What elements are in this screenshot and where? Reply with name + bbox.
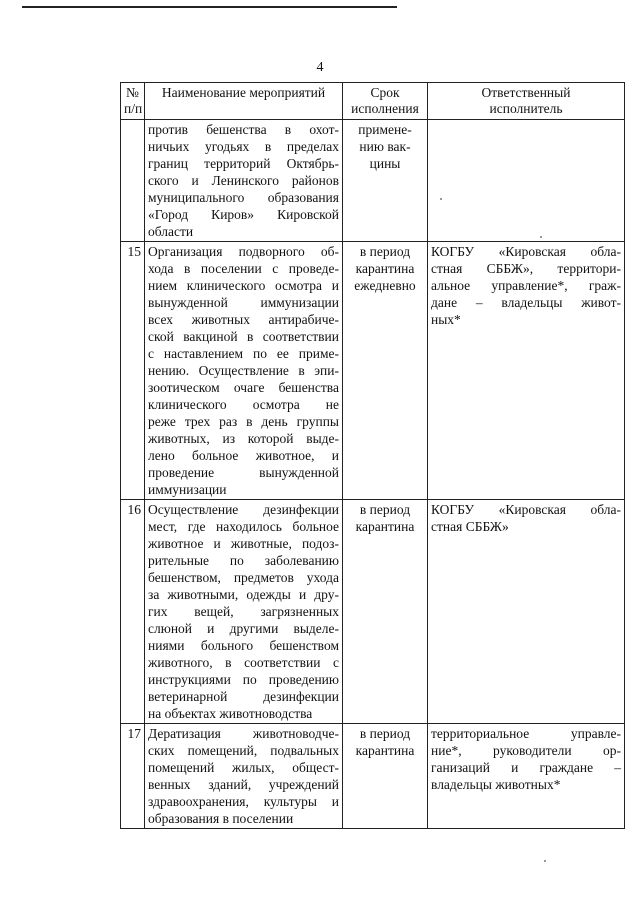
header-term-line: исполнения (351, 101, 419, 116)
header-term-line: Срок (370, 85, 400, 100)
measure-name-line: лено больное животное, и (148, 448, 339, 463)
measure-name-line: против бешенства в охот- (148, 122, 339, 137)
measure-name-line: муниципального образования (148, 190, 339, 205)
measure-term (343, 500, 428, 724)
measure-term-line: примене- (358, 122, 412, 137)
measure-name-line: реже трех раз в день группы (148, 414, 339, 429)
measure-responsible-line: дане – владельцы живот- (431, 295, 621, 310)
table-header-row (121, 83, 625, 120)
measure-name-line: проведение вынужденной (148, 465, 339, 480)
measure-term-line: нию вак- (359, 139, 411, 154)
measure-name-line: границ территорий Октябрь- (148, 156, 339, 171)
measure-term-line: карантина (355, 519, 415, 534)
table-row (121, 242, 625, 500)
measure-name-line: области (148, 224, 194, 239)
measure-name-line: нием клинического осмотра и (148, 278, 339, 293)
measure-name-line: инструкциями по проведению (148, 672, 339, 687)
measure-name-line: рительные по заболеванию (148, 553, 339, 568)
measure-name-line: Осуществление дезинфекции (148, 502, 339, 517)
measure-name-line: мест, где находилось больное (148, 519, 339, 534)
header-num-line: п/п (124, 101, 143, 116)
measure-responsible-line: территориальное управле- (431, 726, 621, 741)
header-num (121, 83, 145, 120)
measure-name-line: ветеринарной дезинфекции (148, 689, 339, 704)
measure-name-line: слюной и другими выделе- (148, 621, 339, 636)
header-name: Наименование мероприятий (145, 83, 343, 120)
measure-responsible-line: стная СББЖ», территори- (431, 261, 621, 276)
measure-responsible-line: альное управление*, граж- (431, 278, 621, 293)
row-number: 15 (121, 242, 145, 500)
page-number: 4 (316, 60, 324, 75)
measure-name (145, 120, 343, 242)
measure-name-line: ниями больного бешенством (148, 638, 339, 653)
measure-name-line: Организация подворного об- (148, 244, 339, 259)
measure-name (145, 242, 343, 500)
measure-term-line: карантина (355, 261, 415, 276)
measure-responsible (428, 724, 625, 829)
measure-responsible-line: КОГБУ «Кировская обла- (431, 502, 621, 517)
measure-responsible-line: стная СББЖ» (431, 519, 509, 534)
measures-table (120, 82, 625, 829)
measure-term-line: карантина (355, 743, 415, 758)
measure-name-line: бешенством, предметов ухода (148, 570, 339, 585)
row-number: 17 (121, 724, 145, 829)
measure-name-line: животное и животные, подоз- (148, 536, 339, 551)
measure-name-line: образования в поселении (148, 811, 294, 826)
measure-name (145, 500, 343, 724)
table-row (121, 724, 625, 829)
measure-term (343, 120, 428, 242)
measure-name-line: нению. Осуществление в эпи- (148, 363, 339, 378)
scan-speck (540, 236, 542, 238)
measure-responsible-line: ных* (431, 312, 461, 327)
scan-speck (544, 860, 546, 862)
measure-name-line: «Город Киров» Кировской (148, 207, 339, 222)
table-row (121, 500, 625, 724)
measure-term-line: цины (369, 156, 401, 171)
header-num-line: № (126, 85, 139, 100)
measure-name-line: клинического осмотра не (148, 397, 339, 412)
measure-name-line: хода в поселении с проведе- (148, 261, 339, 276)
measure-responsible (428, 242, 625, 500)
measure-responsible-line: ганизаций и граждане – (431, 760, 621, 775)
measure-term (343, 724, 428, 829)
measure-name-line: иммунизации (148, 482, 227, 497)
measure-name-line: здравоохранения, культуры и (148, 794, 339, 809)
measure-term-line: ежедневно (354, 278, 416, 293)
measure-name-line: животных, из которой выде- (148, 431, 339, 446)
measure-name-line: всех животных антирабиче- (148, 312, 339, 327)
row-number (121, 120, 145, 242)
measure-name-line: ского и Ленинского районов (148, 173, 339, 188)
header-term (343, 83, 428, 120)
measure-term-line: в период (359, 244, 411, 259)
measure-name-line: за животными, одежды и дру- (148, 587, 339, 602)
header-resp (428, 83, 625, 120)
measure-name (145, 724, 343, 829)
measure-name-line: венных зданий, учреждений (148, 777, 339, 792)
measure-responsible-line: КОГБУ «Кировская обла- (431, 244, 621, 259)
measure-name-line: помещений жилых, общест- (148, 760, 339, 775)
measure-name-line: Дератизация животноводче- (148, 726, 339, 741)
header-resp-line: исполнитель (489, 101, 563, 116)
measure-name-line: ской вакциной в соответствии (148, 329, 339, 344)
header-resp-line: Ответственный (481, 85, 571, 100)
scan-speck (440, 198, 442, 200)
measure-responsible-line: владельцы животных* (431, 777, 561, 792)
measure-name-line: ских помещений, подвальных (148, 743, 339, 758)
measure-term-line: в период (359, 726, 411, 741)
measure-name-line: зоотическом очаге бешенства (148, 380, 339, 395)
measure-name-line: животного, в соответствии с (148, 655, 339, 670)
measure-responsible (428, 500, 625, 724)
measure-name-line: с наставлением по ее приме- (148, 346, 339, 361)
measure-term (343, 242, 428, 500)
measure-name-line: ничьих угодьях в пределах (148, 139, 339, 154)
measure-responsible-line: ние*, руководители ор- (431, 743, 621, 758)
measure-term-line: в период (359, 502, 411, 517)
table-row (121, 120, 625, 242)
measure-name-line: на объектах животноводства (148, 706, 313, 721)
measure-name-line: вынужденной иммунизации (148, 295, 339, 310)
measure-name-line: гих вещей, загрязненных (148, 604, 339, 619)
measure-responsible (428, 120, 625, 242)
row-number: 16 (121, 500, 145, 724)
top-rule (22, 6, 397, 8)
